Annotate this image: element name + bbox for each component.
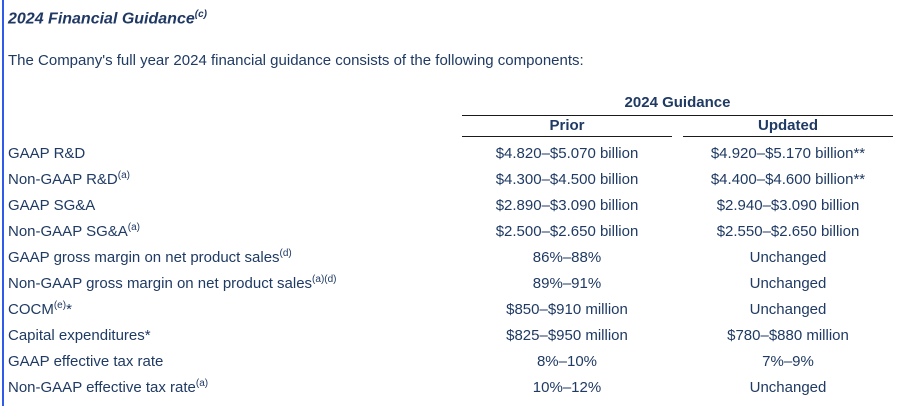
- column-header-updated: Updated: [683, 116, 893, 137]
- updated-value: $4.400–$4.600 billion**: [710, 170, 866, 188]
- updated-value: Unchanged: [749, 378, 827, 396]
- updated-value: Unchanged: [749, 300, 827, 318]
- table-row: [8, 166, 899, 192]
- updated-value: $780–$880 million: [727, 326, 849, 344]
- column-header-prior: Prior: [462, 116, 672, 137]
- updated-value: $2.550–$2.650 billion: [716, 222, 860, 240]
- table-body: [8, 137, 899, 400]
- updated-value: 7%–9%: [762, 352, 814, 370]
- table-row: [8, 322, 899, 348]
- prior-value: $850–$910 million: [506, 300, 628, 318]
- prior-value: $4.820–$5.070 billion: [495, 144, 639, 162]
- updated-value: Unchanged: [749, 248, 827, 266]
- row-label: Capital expenditures*: [8, 326, 151, 344]
- row-label: GAAP SG&A: [8, 196, 96, 214]
- updated-value: $4.920–$5.170 billion**: [710, 144, 866, 162]
- prior-value: 89%–91%: [532, 274, 602, 292]
- prior-value: 10%–12%: [532, 378, 602, 396]
- row-label: GAAP effective tax rate: [8, 352, 164, 370]
- page-title-footnote: (c): [194, 9, 207, 20]
- prior-value: $2.890–$3.090 billion: [495, 196, 639, 214]
- intro-paragraph: The Company's full year 2024 financial guidance consists of the following components:: [8, 52, 584, 70]
- group-header-spacer: [8, 90, 462, 116]
- updated-value: Unchanged: [749, 274, 827, 292]
- row-label: Non-GAAP effective tax rate$^{(a)}$: [8, 377, 209, 396]
- prior-value: 86%–88%: [532, 248, 602, 266]
- prior-value: 8%–10%: [536, 352, 598, 370]
- row-label: GAAP R&D: [8, 144, 86, 162]
- prior-value: $2.500–$2.650 billion: [495, 222, 639, 240]
- prior-value: $825–$950 million: [506, 326, 628, 344]
- row-label: COCM$^{(e)}$*: [8, 299, 72, 318]
- prior-value: $4.300–$4.500 billion: [495, 170, 639, 188]
- table-row: [8, 296, 899, 322]
- text-cursor-line: [2, 0, 4, 406]
- page-title-text: 2024 Financial Guidance: [8, 10, 195, 28]
- table-row: [8, 348, 899, 374]
- column-header-row: [8, 116, 899, 137]
- group-header-row: [8, 90, 899, 116]
- table-row: [8, 374, 899, 400]
- guidance-table: [8, 90, 899, 400]
- table-row: [8, 218, 899, 244]
- table-row: [8, 192, 899, 218]
- row-label: Non-GAAP gross margin on net product sales$^{(a)(d)}$: [8, 273, 337, 292]
- row-label: Non-GAAP $R\&D^{(a)}$: [8, 169, 130, 188]
- group-header: 2024 Guidance: [462, 90, 893, 116]
- row-label: Non-GAAP $SG\&A^{(a)}$: [8, 221, 141, 240]
- page-title: [8, 0, 899, 28]
- row-label: GAAP gross margin on net product sales$^{(d)}$: [8, 247, 292, 266]
- table-row: [8, 140, 899, 166]
- table-row: [8, 244, 899, 270]
- table-row: [8, 270, 899, 296]
- updated-value: $2.940–$3.090 billion: [716, 196, 860, 214]
- column-header-spacer: [8, 116, 462, 137]
- column-gap: [672, 116, 683, 137]
